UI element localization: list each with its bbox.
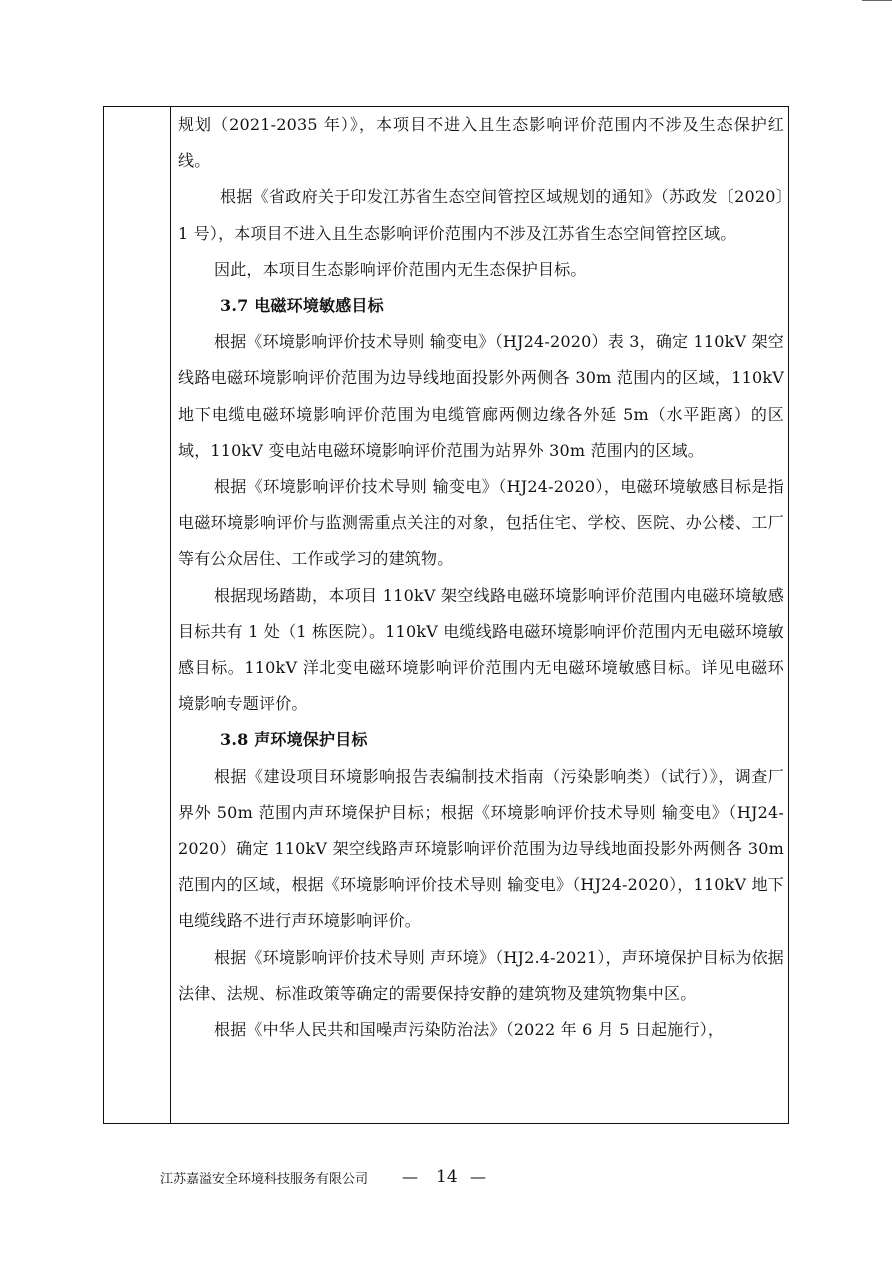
- page-dash-left: —: [402, 1167, 418, 1186]
- column-divider: [170, 106, 171, 1124]
- company-name: 江苏嘉溢安全环境科技服务有限公司: [160, 1172, 369, 1187]
- table-content-cell: [178, 107, 784, 1048]
- section-heading-3-8: 3.8 声环境保护目标: [220, 730, 368, 750]
- paragraph-noise-scope: 根据《建设项目环境影响报告表编制技术指南（污染影响类）（试行）》，调查厂界外 50m 范围内声环境保护目标；根据《环境影响评价技术导则 输变电》（HJ24-2020）确定 110kV 架空线路声环境影响评价范围为边导线地面投影外两侧各 30m 范围内的区域，根据《环境影响评价技术导则 输变电》（HJ24-2020），110kV 地下电缆线路不进行声环境影响评价。: [178, 766, 784, 931]
- paragraph-ecology-conclusion: 因此，本项目生态影响评价范围内无生态保护目标。: [214, 259, 587, 279]
- paragraph-em-scope: 根据《环境影响评价技术导则 输变电》（HJ24-2020）表 3，确定 110kV 架空线路电磁环境影响评价范围为边导线地面投影外两侧各 30m 范围内的区域，110kV 地下电缆电磁环境影响评价范围为电缆管廊两侧边缘各外延 5m（水平距离）的区域，110kV 变电站电磁环境影响评价范围为站界外 30m 范围内的区域。: [178, 332, 784, 460]
- page-number: 14: [436, 1167, 458, 1187]
- paragraph-noise-law: 根据《中华人民共和国噪声污染防治法》（2022 年 6 月 5 日起施行），: [214, 1020, 725, 1040]
- paragraph-noise-definition: 根据《环境影响评价技术导则 声环境》（HJ2.4-2021），声环境保护目标为依据法律、法规、标准政策等确定的需要保持安静的建筑物及建筑物集中区。: [178, 947, 784, 1003]
- paragraph-em-definition: 根据《环境影响评价技术导则 输变电》（HJ24-2020），电磁环境敏感目标是指电磁环境影响评价与监测需重点关注的对象，包括住宅、学校、医院、办公楼、工厂等有公众居住、工作或学习的建筑物。: [178, 477, 784, 569]
- paragraph-em-survey: 根据现场踏勘，本项目 110kV 架空线路电磁环境影响评价范围内电磁环境敏感目标共有 1 处（1 栋医院）。110kV 电缆线路电磁环境影响评价范围内无电磁环境敏感目标。110kV 洋北变电磁环境影响评价范围内无电磁环境敏感目标。详见电磁环境影响专题评价。: [178, 585, 784, 714]
- top-edge-rule: [862, 0, 892, 1]
- section-heading-3-7: 3.7 电磁环境敏感目标: [220, 296, 384, 316]
- page-footer: [160, 1164, 780, 1194]
- page-dash-right: —: [470, 1167, 486, 1186]
- paragraph-ecology-continued: 规划（2021-2035 年）》，本项目不进入且生态影响评价范围内不涉及生态保护红线。: [178, 115, 784, 171]
- paragraph-jiangsu-control: 根据《省政府关于印发江苏省生态空间管控区域规划的通知》（苏政发〔2020〕1 号），本项目不进入且生态影响评价范围内不涉及江苏省生态空间管控区域。: [178, 187, 784, 243]
